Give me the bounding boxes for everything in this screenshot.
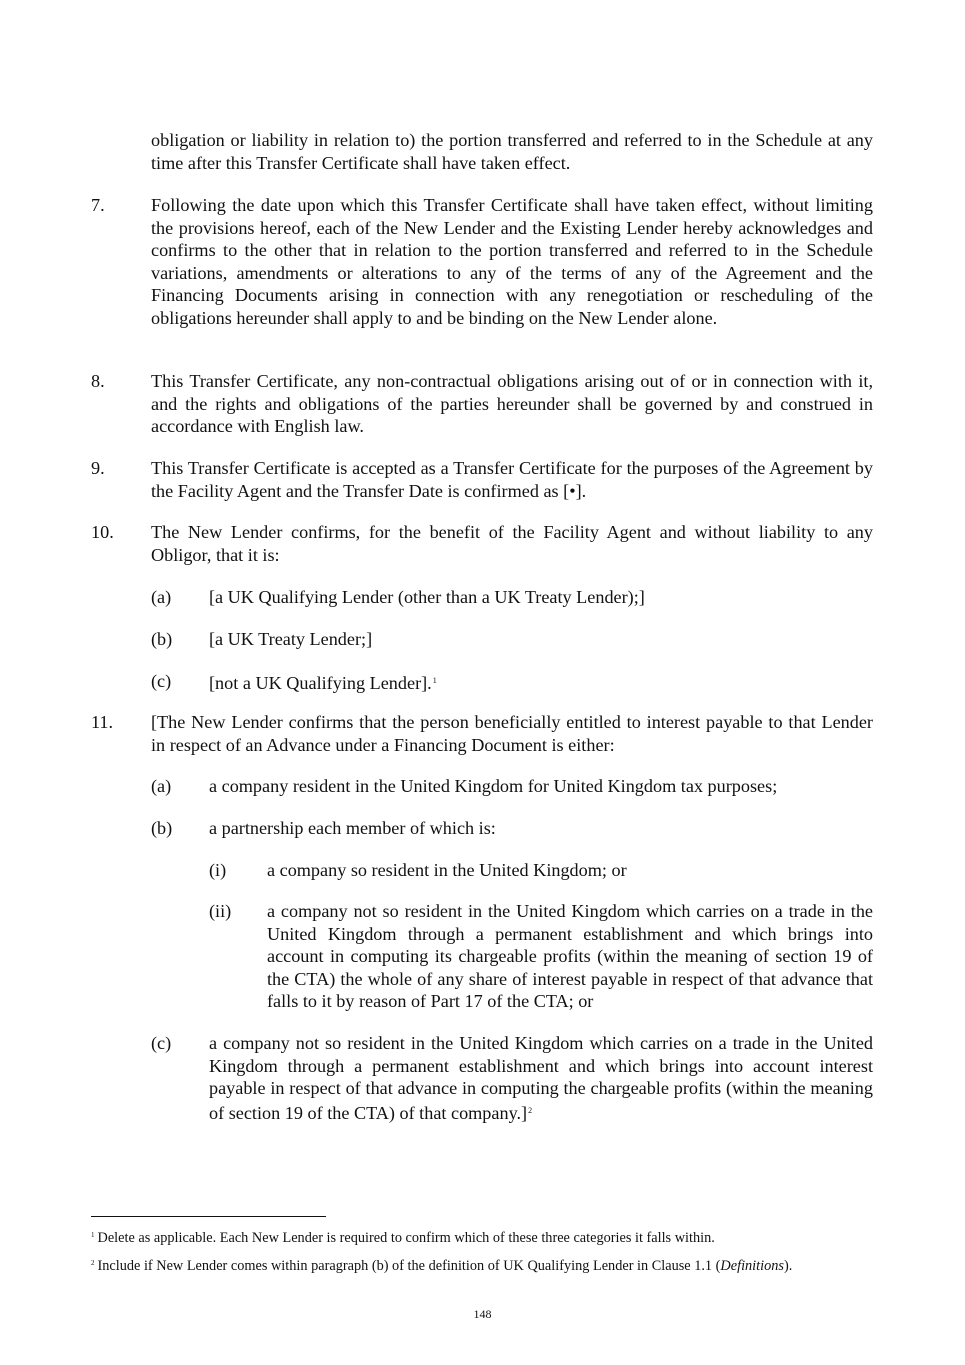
- footnote-2-text-after: ).: [783, 1258, 793, 1274]
- clause-11-subitem-ii-text: a company not so resident in the United Kingdom which carries on a trade in the United Kingdom through a permanent establishment and which brings into account in computing its chargeable profits (within the meaning of section 19 of the CTA) the whole of any share of interest payable in respect of that advance that falls to it by reason of Part 17 of the CTA; or: [267, 901, 873, 1011]
- footnote-2: [91, 1254, 792, 1275]
- clause-10-text: The New Lender confirms, for the benefit of the Facility Agent and without liability to any Obligor, that it is:: [151, 522, 873, 565]
- clause-10-item-c-paragraph: [209, 670, 873, 695]
- footnote-1-text: Delete as applicable. Each New Lender is required to confirm which of these three categories it falls within.: [97, 1230, 715, 1246]
- clause-9-text: This Transfer Certificate is accepted as a Transfer Certificate for the purposes of the Agreement by the Facility Agent and the Transfer Date is confirmed as [•].: [151, 458, 873, 501]
- clause-11-item-b-number: (b): [151, 818, 173, 838]
- clause-11-subitem-i-text: a company so resident in the United Kingdom; or: [267, 860, 627, 880]
- clause-10-item-a-number: (a): [151, 587, 172, 607]
- footnote-2-text-italic: Definitions: [720, 1258, 784, 1274]
- clause-11-item-b-text: a partnership each member of which is:: [209, 818, 496, 838]
- footnote-2-text-before: Include if New Lender comes within paragraph (b) of the definition of UK Qualifying Lender in Clause 1.1 (: [97, 1258, 721, 1274]
- footnote-1-mark: 1: [91, 1231, 95, 1239]
- clause-10-item-b-number: (b): [151, 629, 173, 649]
- footnote-separator: [91, 1216, 326, 1217]
- clause-10-item-c-number: (c): [151, 671, 172, 691]
- footnote-2-mark: 2: [91, 1259, 95, 1267]
- clause-10-item-a-text: [a UK Qualifying Lender (other than a UK Treaty Lender);]: [209, 587, 645, 607]
- footnote-ref-2[interactable]: 2: [528, 1105, 533, 1115]
- clause-8-number: 8.: [91, 371, 105, 391]
- clause-11-subitem-i-number: (i): [209, 860, 227, 880]
- clause-7-number: 7.: [91, 195, 105, 215]
- clause-10-number: 10.: [91, 522, 114, 542]
- clause-10-item-c-text: [not a UK Qualifying Lender].: [209, 673, 432, 693]
- clause-11-item-a-text: a company resident in the United Kingdom for United Kingdom tax purposes;: [209, 776, 778, 796]
- continuation-paragraph: obligation or liability in relation to) the portion transferred and referred to in the Schedule at any time after this Transfer Certificate shall have taken effect.: [151, 130, 873, 173]
- clause-11-text: [The New Lender confirms that the person beneficially entitled to interest payable to that Lender in respect of an Advance under a Financing Document is either:: [151, 712, 873, 755]
- clause-11-number: 11.: [91, 712, 114, 732]
- footnote-ref-1[interactable]: 1: [432, 676, 437, 685]
- page-number: 148: [473, 1307, 492, 1321]
- clause-11-item-c-paragraph: [209, 1032, 873, 1124]
- clause-10-item-b-text: [a UK Treaty Lender;]: [209, 629, 373, 649]
- clause-11-item-c-text: a company not so resident in the United Kingdom which carries on a trade in the United Kingdom through a permanent establishment and which brings into account interest payable in respect of that advance in computing the chargeable profits (within the meaning of section 19 of the CTA) of that company.]: [209, 1033, 873, 1123]
- clause-7-text: Following the date upon which this Transfer Certificate shall have taken effect, without limiting the provisions hereof, each of the New Lender and the Existing Lender hereby acknowledges and confirms to the other that in relation to the portion transferred and referred to in the Schedule variations, amendments or alterations to any of the terms of any of the Agreement and the Financing Documents arising in connection with any renegotiation or rescheduling of the obligations hereunder shall apply to and be binding on the New Lender alone.: [151, 195, 873, 328]
- clause-11-item-c-number: (c): [151, 1033, 172, 1053]
- clause-11-subitem-ii-number: (ii): [209, 901, 232, 921]
- clause-9-number: 9.: [91, 458, 105, 478]
- clause-8-text: This Transfer Certificate, any non-contractual obligations arising out of or in connection with it, and the rights and obligations of the parties hereunder shall be governed by and construed in accordance with English law.: [151, 371, 873, 436]
- clause-11-item-a-number: (a): [151, 776, 172, 796]
- footnote-1: [91, 1226, 715, 1247]
